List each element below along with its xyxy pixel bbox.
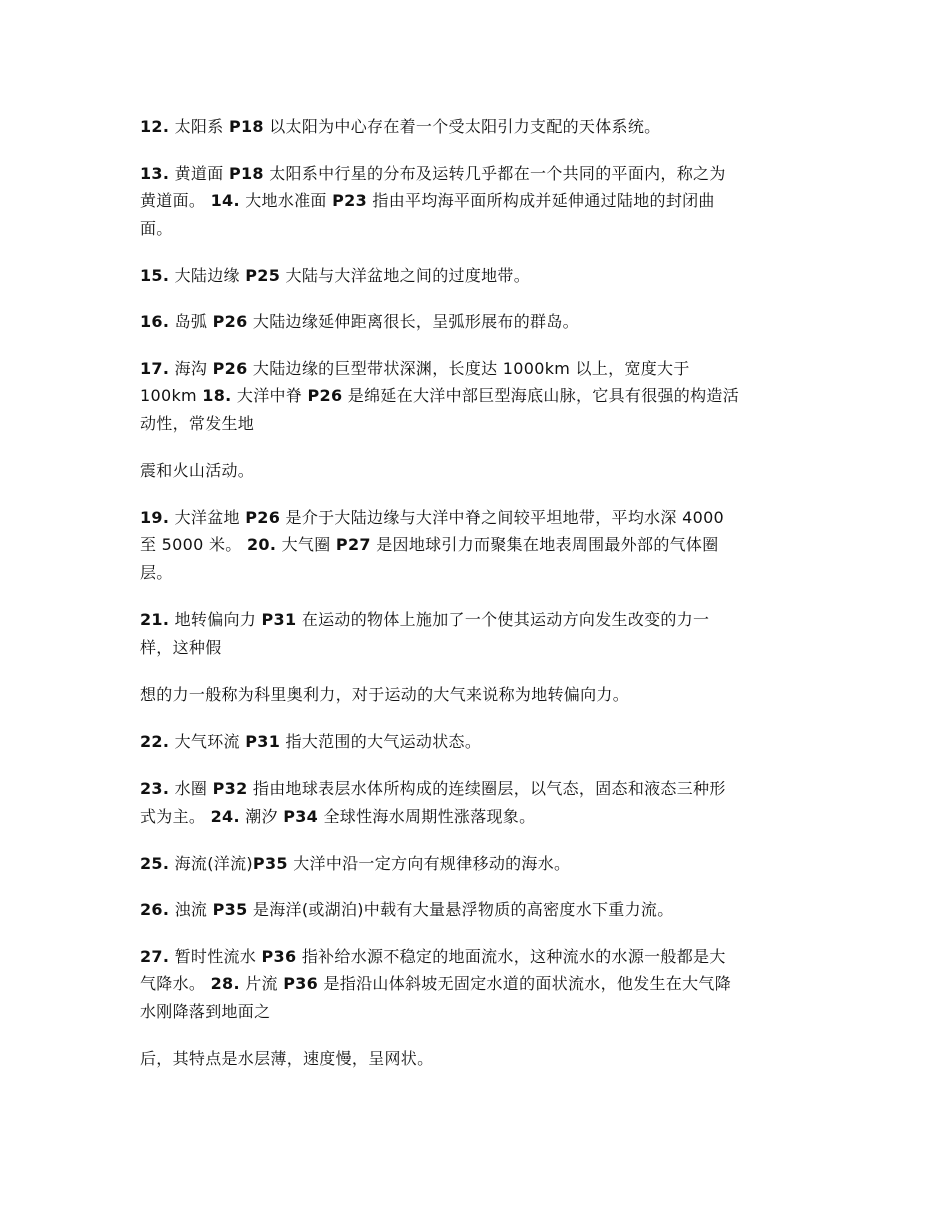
bold-text: 24. [210,807,240,826]
text-segment: 海流(洋流) [169,854,253,873]
text-segment: 大陆边缘延伸距离很长，呈弧形展布的群岛。 [247,312,579,331]
bold-text: P26 [307,386,343,405]
text-line [140,412,254,436]
text-segment: 片流 [239,974,284,993]
text-segment: 黄道面。 [140,191,211,210]
text-line [140,115,660,139]
bold-text: 28. [210,974,240,993]
text-segment: 大陆与大洋盆地之间的过度地带。 [280,266,531,285]
bold-text: 22. [140,732,170,751]
text-segment: 指由地球表层水体所构成的连续圈层，以气态，固态和液态三种形 [247,779,726,798]
bold-text: P32 [212,779,248,798]
text-segment: 指大范围的大气运动状态。 [280,732,482,751]
text-line [140,310,579,334]
text-segment: 至 5000 米。 [140,535,247,554]
text-segment: 想的力一般称为科里奥利力，对于运动的大气来说称为地转偏向力。 [140,685,630,704]
text-segment: 是介于大陆边缘与大洋中脊之间较平坦地带，平均水深 4000 [280,508,725,527]
text-segment: 岛弧 [169,312,213,331]
text-segment: 是指沿山体斜坡无固定水道的面状流水，他发生在大气降 [318,974,732,993]
text-segment: 太阳系中行星的分布及运转几乎都在一个共同的平面内，称之为 [263,164,726,183]
text-segment: 大洋中沿一定方向有规律移动的海水。 [287,854,571,873]
text-segment: 地转偏向力 [169,610,262,629]
text-segment: 太阳系 [169,117,229,136]
text-line [140,636,222,660]
bold-text: P35 [212,900,248,919]
text-segment: 指补给水源不稳定的地面流水，这种流水的水源一般都是大 [296,947,726,966]
bold-text: P27 [335,535,371,554]
bold-text: 21. [140,610,170,629]
bold-text: 20. [246,535,277,554]
text-line [140,1000,270,1024]
text-segment: 气降水。 [140,974,211,993]
text-line [140,777,726,801]
bold-text: P36 [283,974,319,993]
bold-text: P18 [228,164,264,183]
text-line [140,459,254,483]
text-segment: 大气圈 [276,535,336,554]
text-segment: 式为主。 [140,807,211,826]
bold-text: P23 [332,191,368,210]
text-segment: 水刚降落到地面之 [140,1002,271,1021]
text-segment: 后，其特点是水层薄，速度慢，呈网状。 [140,1049,434,1068]
text-line [140,945,726,969]
text-segment: 大陆边缘的巨型带状深渊，长度达 1000km 以上，宽度大于 [247,359,690,378]
text-line [140,898,674,922]
text-segment: 是海洋(或湖泊)中载有大量悬浮物质的高密度水下重力流。 [247,900,674,919]
text-line [140,506,724,530]
text-segment: 大地水准面 [239,191,333,210]
bold-text: 25. [140,854,170,873]
text-segment: 全球性海水周期性涨落现象。 [318,807,536,826]
text-segment: 大陆边缘 [169,266,246,285]
bold-text: P18 [228,117,264,136]
bold-text: 13. [140,164,170,183]
text-segment: 是因地球引力而聚集在地表周围最外部的气体圈 [370,535,719,554]
text-segment: 是绵延在大洋中部巨型海底山脉，它具有很强的构造活 [342,386,740,405]
bold-text: 23. [140,779,170,798]
bold-text: 12. [140,117,170,136]
text-line [140,608,709,632]
text-line [140,189,715,213]
text-line [140,217,173,241]
text-segment: 面。 [140,219,173,238]
text-segment: 黄道面 [169,164,229,183]
text-segment: 样，这种假 [140,638,222,657]
text-line [140,730,481,754]
text-segment: 潮汐 [239,807,284,826]
text-line [140,357,690,381]
bold-text: 16. [140,312,170,331]
text-line [140,805,535,829]
bold-text: P26 [212,359,248,378]
text-segment: 大洋盆地 [169,508,246,527]
bold-text: 18. [202,386,232,405]
text-line [140,852,570,876]
text-segment: 在运动的物体上施加了一个使其运动方向发生改变的力一 [296,610,710,629]
bold-text: P36 [261,947,297,966]
bold-text: P26 [245,508,281,527]
text-line [140,683,629,707]
bold-text: P31 [261,610,297,629]
bold-text: P35 [252,854,288,873]
text-line [140,264,530,288]
bold-text: 17. [140,359,170,378]
text-line [140,561,173,585]
text-segment: 大气环流 [169,732,246,751]
bold-text: 14. [210,191,240,210]
bold-text: 15. [140,266,170,285]
text-segment: 动性，常发生地 [140,414,255,433]
text-segment: 浊流 [169,900,213,919]
text-segment: 海沟 [169,359,213,378]
bold-text: 27. [140,947,170,966]
bold-text: P25 [245,266,281,285]
text-segment: 100km [140,386,203,405]
text-line [140,1047,433,1071]
text-segment: 以太阳为中心存在着一个受太阳引力支配的天体系统。 [263,117,661,136]
text-line [140,972,731,996]
text-segment: 震和火山活动。 [140,461,255,480]
bold-text: P31 [245,732,281,751]
bold-text: P26 [212,312,248,331]
text-segment: 层。 [140,563,173,582]
text-line [140,533,719,557]
text-line [140,162,726,186]
bold-text: P34 [283,807,319,826]
bold-text: 19. [140,508,170,527]
text-segment: 暂时性流水 [169,947,262,966]
text-segment: 指由平均海平面所构成并延伸通过陆地的封闭曲 [367,191,715,210]
text-segment: 大洋中脊 [231,386,308,405]
text-line [140,384,739,408]
bold-text: 26. [140,900,170,919]
text-segment: 水圈 [169,779,213,798]
